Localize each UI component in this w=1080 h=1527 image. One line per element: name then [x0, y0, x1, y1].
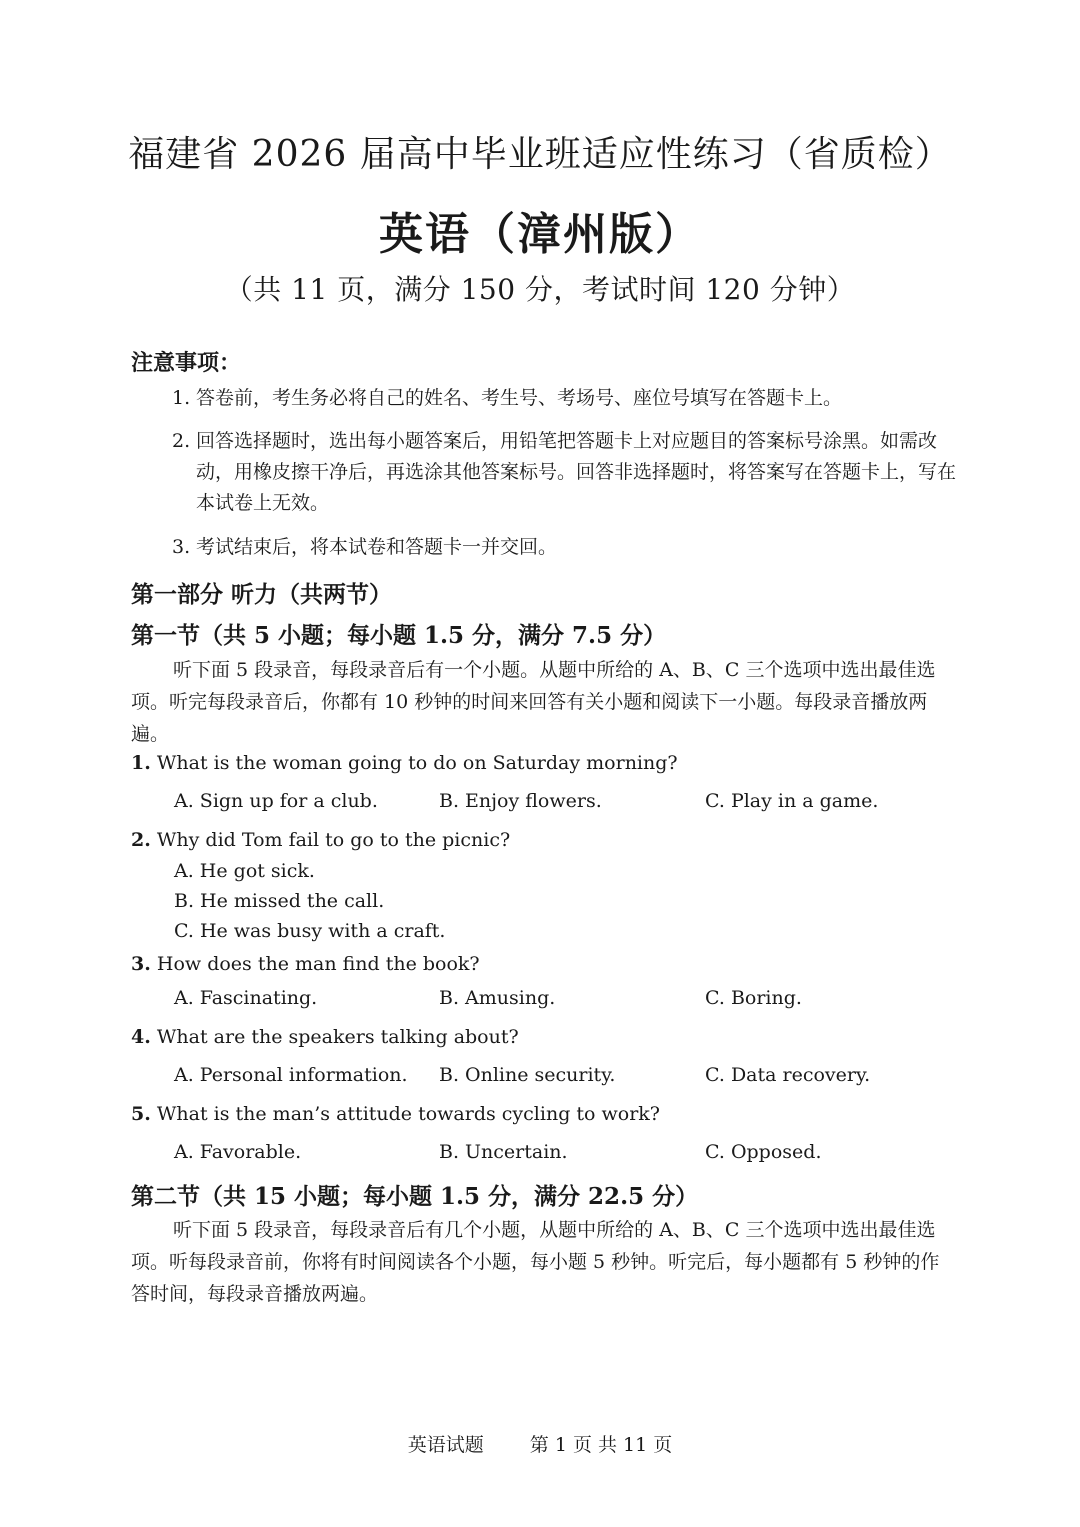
- section2-heading: 第二节（共 15 小题；每小题 1.5 分，满分 22.5 分）: [131, 1183, 699, 1210]
- option-a: A. Fascinating.: [174, 987, 318, 1009]
- option-a: A. He got sick.: [174, 860, 315, 882]
- option-b: B. Enjoy flowers.: [439, 790, 602, 812]
- question-number: 2.: [131, 829, 151, 851]
- question: [131, 829, 510, 851]
- question-number: 4.: [131, 1026, 151, 1048]
- option-b: B. Amusing.: [439, 987, 556, 1009]
- footer-page-number: 第 1 页 共 11 页: [529, 1434, 673, 1456]
- option-c: C. Opposed.: [705, 1141, 822, 1163]
- question: [131, 1103, 660, 1125]
- notice-item-text: 答卷前，考生务必将自己的姓名、考生号、考场号、座位号填写在答题卡上。: [196, 387, 843, 409]
- notice-item-text: 回答选择题时，选出每小题答案后，用铅笔把答题卡上对应题目的答案标号涂黑。如需改动，用橡皮擦干净后，再选涂其他答案标号。回答非选择题时，将答案写在答题卡上，写在本试卷上无效。: [196, 430, 957, 514]
- notice-item: [172, 426, 962, 519]
- option-b: B. Uncertain.: [439, 1141, 568, 1163]
- option-c: C. He was busy with a craft.: [174, 920, 446, 942]
- option-b: B. He missed the call.: [174, 890, 385, 912]
- notice-item-number: 3.: [172, 536, 191, 558]
- question-text: Why did Tom fail to go to the picnic?: [156, 829, 511, 851]
- option-c: C. Boring.: [705, 987, 802, 1009]
- notice-item-number: 2.: [172, 430, 191, 452]
- question: [131, 752, 678, 774]
- section1-instructions: 听下面 5 段录音，每段录音后有一个小题。从题中所给的 A、B、C 三个选项中选出最佳选项。听完每段录音后，你都有 10 秒钟的时间来回答有关小题和阅读下一小题。每段录音播放两遍。: [131, 659, 936, 745]
- question: [131, 953, 480, 975]
- section1-heading: 第一节（共 5 小题；每小题 1.5 分，满分 7.5 分）: [131, 622, 667, 649]
- option-a: A. Personal information.: [174, 1064, 408, 1086]
- question-text: What are the speakers talking about?: [156, 1026, 519, 1048]
- footer-subject: 英语试题: [407, 1434, 484, 1456]
- option-a: A. Favorable.: [174, 1141, 302, 1163]
- option-c: C. Play in a game.: [705, 790, 879, 812]
- notice-heading: 注意事项：: [131, 350, 242, 376]
- exam-subtitle: 英语（漳州版）: [379, 209, 701, 260]
- question-number: 1.: [131, 752, 151, 774]
- exam-info: （共 11 页，满分 150 分，考试时间 120 分钟）: [224, 273, 856, 306]
- section2-instructions: 听下面 5 段录音，每段录音后有几个小题，从题中所给的 A、B、C 三个选项中选出最佳选项。听每段录音前，你将有时间阅读各个小题，每小题 5 秒钟。听完后，每小题都有 5 秒钟的作答时间，每段录音播放两遍。: [131, 1219, 940, 1305]
- exam-title: 福建省 2026 届高中毕业班适应性练习（省质检）: [128, 134, 952, 175]
- question-number: 5.: [131, 1103, 151, 1125]
- option-a: A. Sign up for a club.: [174, 790, 378, 812]
- part1-heading: 第一部分 听力（共两节）: [131, 581, 393, 608]
- question-text: What is the man’s attitude towards cycling to work?: [156, 1103, 660, 1125]
- question-number: 3.: [131, 953, 151, 975]
- notice-item-number: 1.: [172, 387, 191, 409]
- question-text: How does the man find the book?: [156, 953, 480, 975]
- option-b: B. Online security.: [439, 1064, 616, 1086]
- notice-item: [172, 532, 962, 563]
- notice-item-text: 考试结束后，将本试卷和答题卡一并交回。: [196, 536, 558, 558]
- question-text: What is the woman going to do on Saturday morning?: [156, 752, 678, 774]
- notice-item: [172, 383, 962, 414]
- page-footer: [0, 1430, 1080, 1457]
- option-c: C. Data recovery.: [705, 1064, 871, 1086]
- question: [131, 1026, 519, 1048]
